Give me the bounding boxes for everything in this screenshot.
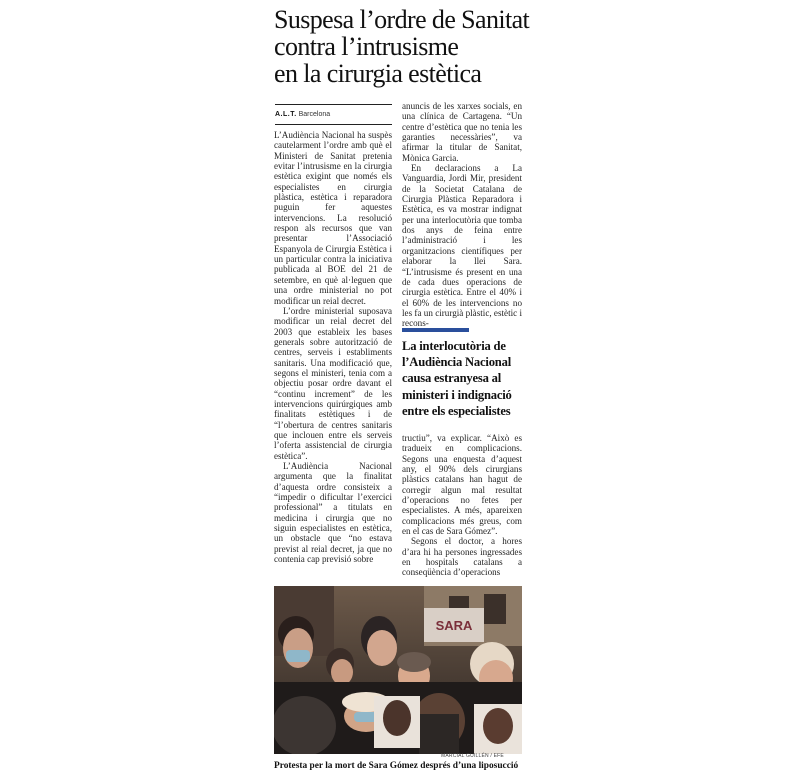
body-paragraph: tructiu”, va explicar. “Això es tradueix en complicacions. Segons una enquesta d’aquest any, el 90% dels cirurgians plàstics catalans han hagut de corregir algun mal resultat d’operacions no fetes per especialistes. A més, apareixen complicacions més greus, com en el cas de Sara Gómez”. xyxy=(402,433,522,537)
headline-line: Suspesa l’ordre de Sanitat xyxy=(274,5,530,34)
byline-place: Barcelona xyxy=(298,111,331,118)
subhead-line: causa estranyesa al xyxy=(402,371,502,386)
subhead-line: La interlocutòria de xyxy=(402,339,506,353)
body-paragraph: L’Audiència Nacional argumenta que la finalitat d’aquesta ordre consisteix a “impedir o dificultar l’exercici professional” a titulats en medicina i cirurgia que no siguin especialistes en estètica, un obstacle que “no estava previst al reial decret, ja que no contenia cap previsió sobre xyxy=(274,461,392,565)
photo-credit: MARCIAL GUILLÉN / EFE xyxy=(441,753,504,759)
protest-photo xyxy=(274,586,522,754)
photo-caption: Protesta per la mort de Sara Gómez després d’una liposucció xyxy=(274,761,519,771)
byline-author: A.L.T. xyxy=(275,111,297,118)
subhead-line: entre els especialistes xyxy=(402,403,511,418)
subhead-accent-bar xyxy=(402,328,469,332)
headline-line: en la cirurgia estètica xyxy=(274,59,482,88)
byline-bottom-rule xyxy=(275,124,392,125)
subhead-line: ministeri i indignació xyxy=(402,387,512,402)
body-column-2-bottom xyxy=(402,433,522,578)
subhead-line: l’Audiència Nacional xyxy=(402,355,511,370)
body-paragraph: En declaracions a La Vanguardia, Jordi Mir, president de la Societat Catalana de Cirurgia Plàstica Reparadora i Estètica, es va mostrar indignat per una interlocutòria que tomba dos anys de feina entre l’administració i les organitzacions científiques per elaborar la llei Sara. “L’intrusisme és present en una de cada dues operacions de cirurgia estètica. Entre el 40% i el 60% de les intervencions no les fa un cirurgià plàstic, estètic i recons- xyxy=(402,163,522,329)
headline xyxy=(274,6,574,87)
body-column-2-top xyxy=(402,101,522,329)
body-paragraph: Segons el doctor, a hores d’ara hi ha persones ingressades en hospitals catalans a conseqüència d’operacions xyxy=(402,536,522,578)
body-paragraph: anuncis de les xarxes socials, en una clínica de Cartagena. “Un centre d’estètica que no tenia les garanties necessàries”, va afirmar la titular de Sanitat, Mònica Garcia. xyxy=(402,101,522,163)
byline-top-rule xyxy=(275,104,392,105)
svg-text:SARA: SARA xyxy=(435,618,473,633)
headline-line: contra l’intrusisme xyxy=(274,32,459,61)
protest-photo-illustration xyxy=(274,586,522,754)
body-column-1 xyxy=(274,130,392,564)
body-paragraph: L’Audiència Nacional ha suspès cautelarment l’ordre amb què el Ministeri de Sanitat pretenia evitar l’intrusisme en la cirurgia estètica exigint que només els especialistes en cirurgia plàstica, estètica i reparadora puguin fer aquestes intervencions. La resolució respon als recursos que van presentar l’Associació Espanyola de Cirurgia Estètica i un particular contra la iniciativa publicada al BOE del 21 de setembre, en què al·leguen que una ordre ministerial no pot modificar un reial decret. xyxy=(274,130,392,306)
pull-subhead xyxy=(402,338,526,419)
body-paragraph: L’ordre ministerial suposava modificar un reial decret del 2003 que estableix les bases generals sobre autorització de centres, serveis i establiments sanitaris. Una modificació que, segons el ministeri, tenia com a objectiu posar ordre davant el “continu increment” de les intervencions quirúrgiques amb finalitats estètiques i de “l’obertura de centres sanitaris que inclouen entre els serveis l’oferta assistencial de cirurgia estètica”. xyxy=(274,305,392,461)
byline xyxy=(275,111,330,118)
